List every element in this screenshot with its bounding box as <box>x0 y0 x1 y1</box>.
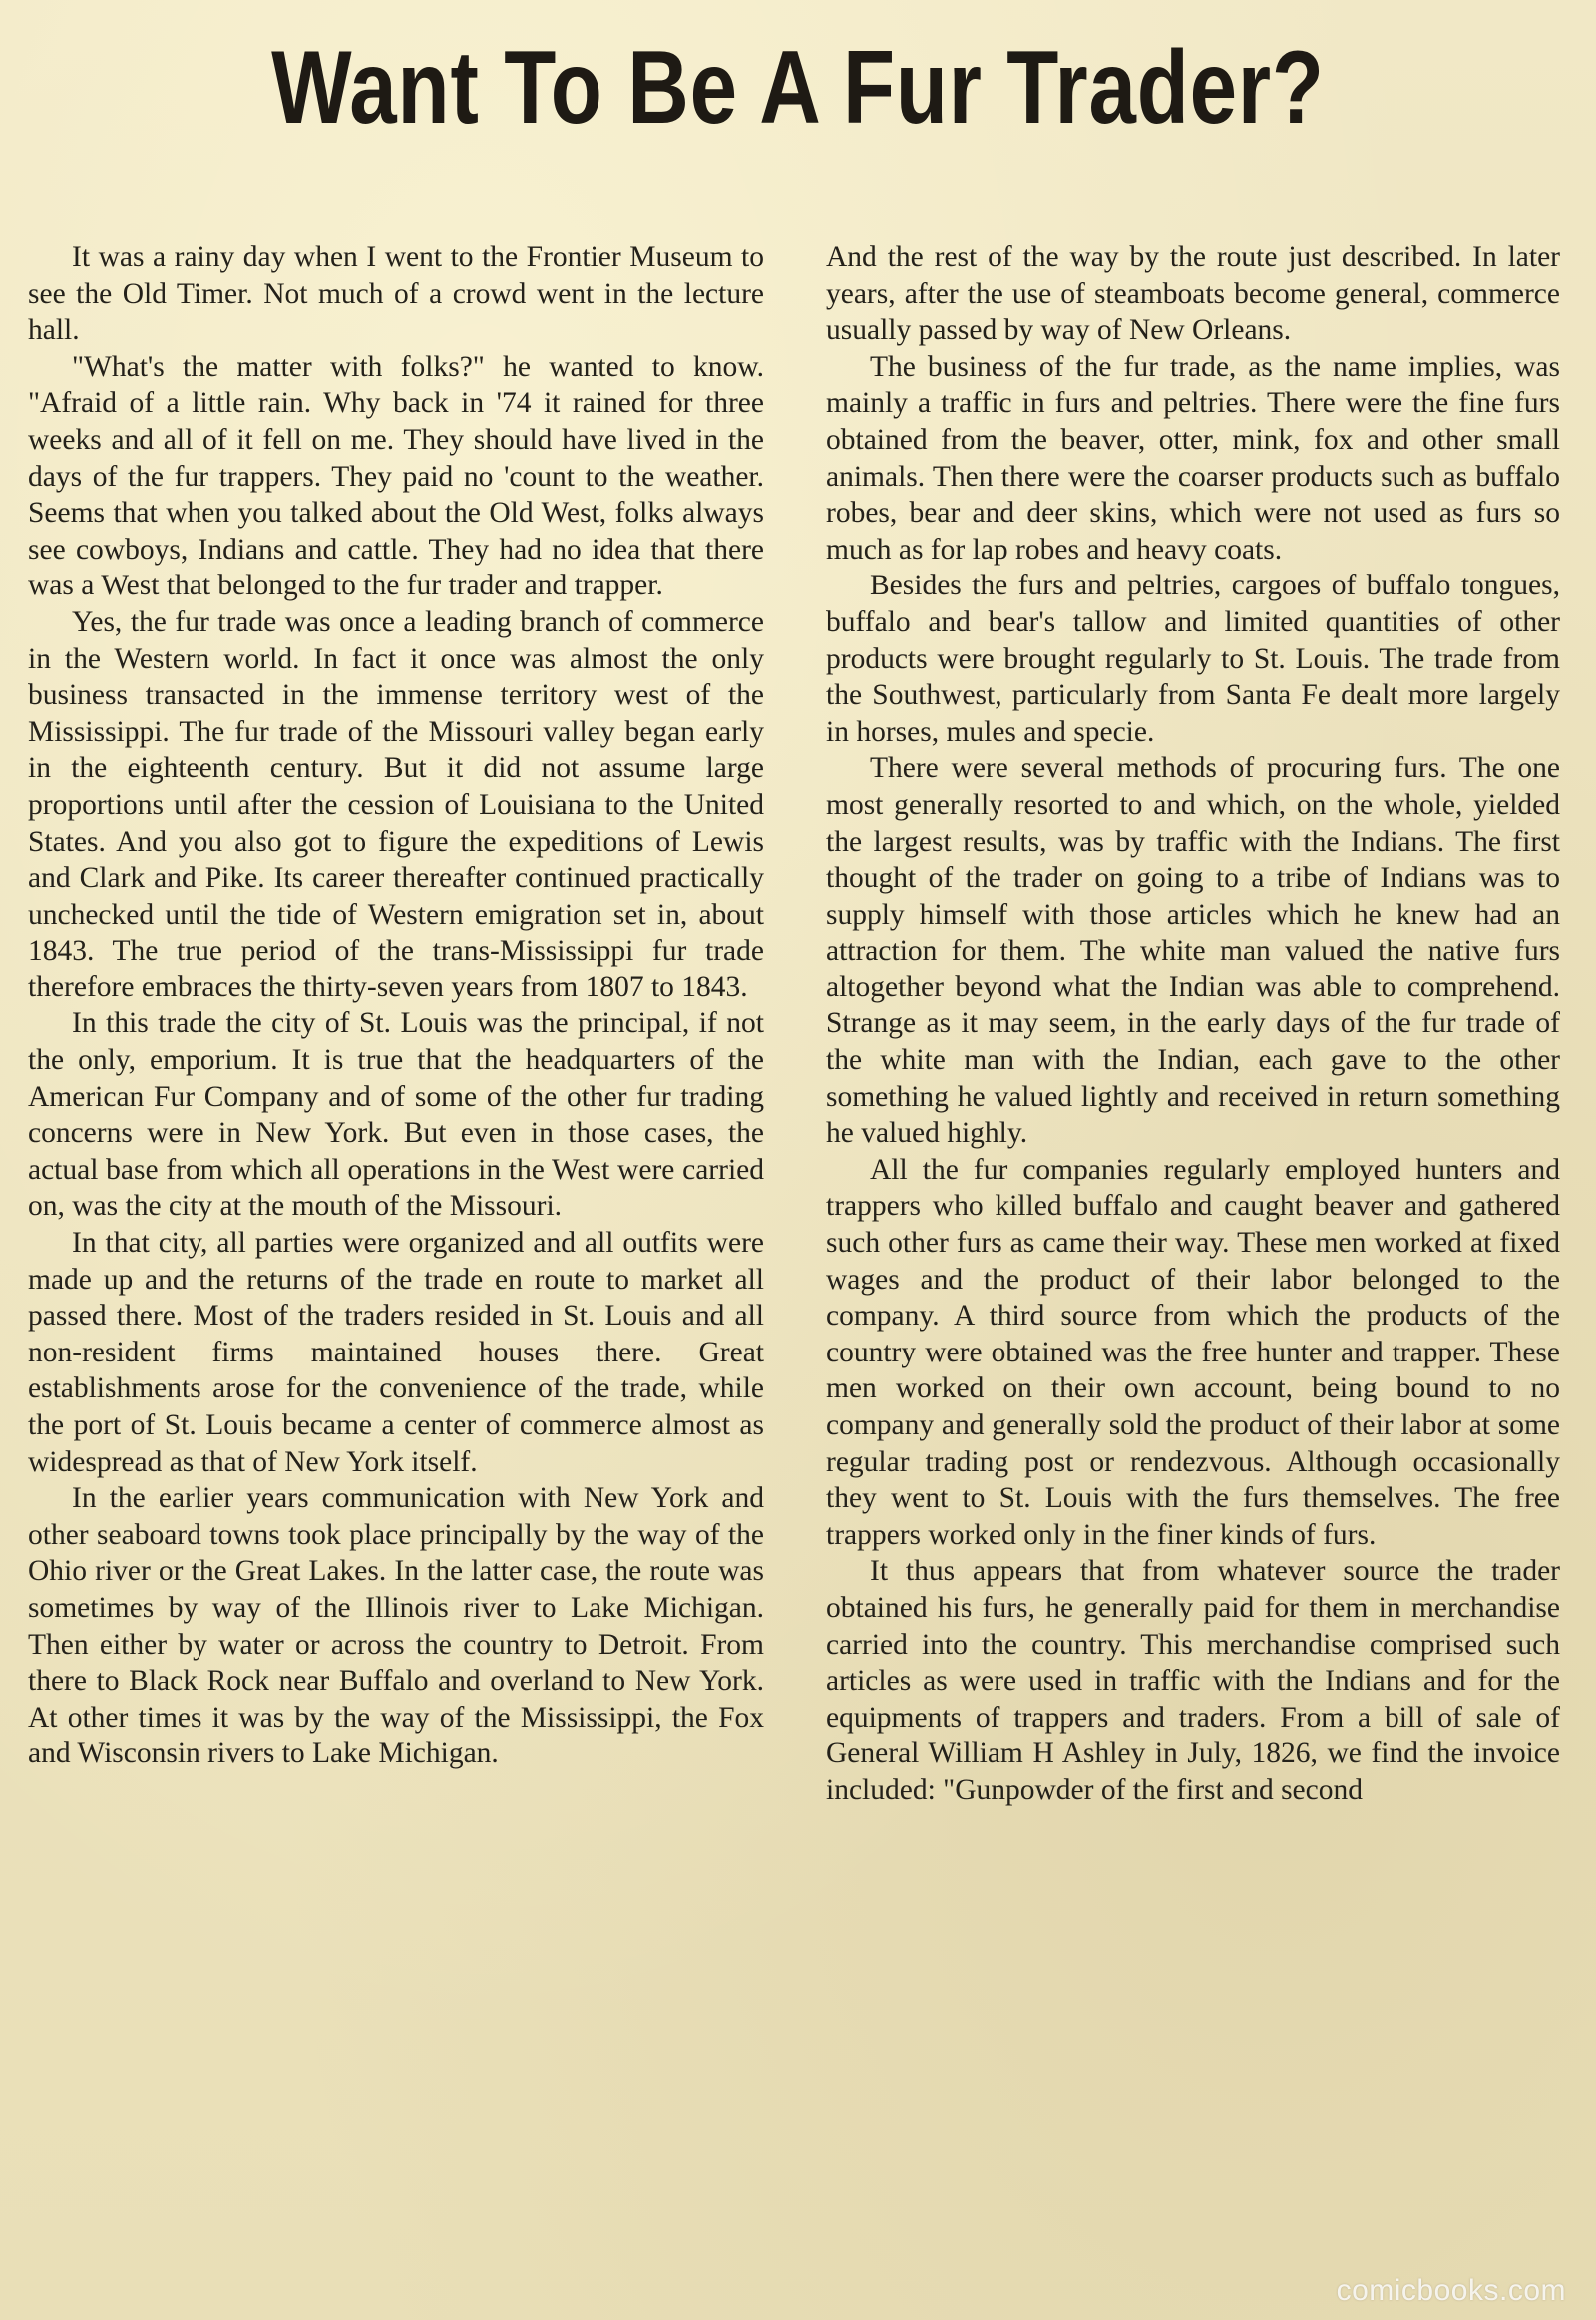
right-column <box>826 239 1560 1809</box>
paragraph: In that city, all parties were organized and all outfits were made up and the returns of the trade en route to market all passed there. Most of the traders resided in St. Louis and all non-resident firms maintained houses there. Great establishments arose for the convenience of the trade, while the port of St. Louis became a center of commerce almost as widespread as that of New York itself. <box>28 1227 764 1478</box>
continued-paragraph: And the rest of the way by the route just described. In later years, after the use of steamboats become general, commerce usually passed by way of New Orleans. <box>826 241 1560 347</box>
article-title: Want To Be A Fur Trader? <box>271 30 1325 146</box>
left-column <box>28 239 764 1772</box>
paragraph: It thus appears that from whatever source the trader obtained his furs, he generally paid for them in merchandise carried into the country. This merchandise comprised such articles as were used in traffic with the Indians and for the equipments of trappers and traders. From a bill of sale of General William H Ashley in July, 1826, we find the invoice included: "Gunpowder of the first and second <box>826 1555 1560 1806</box>
paragraph: Yes, the fur trade was once a leading branch of commerce in the Western world. In fact it once was almost the only business transacted in the immense territory west of the Mississippi. The fur trade of the Missouri valley began early in the eighteenth century. But it did not assume large proportions until after the cession of Louisiana to the United States. And you also got to figure the expeditions of Lewis and Clark and Pike. Its career thereafter continued practically unchecked until the tide of Western emigration set in, about 1843. The true period of the trans-Mississippi fur trade therefore embraces the thirty-seven years from 1807 to 1843. <box>28 605 764 1003</box>
paragraph: In the earlier years communication with New York and other seaboard towns took place principally by the way of the Ohio river or the Great Lakes. In the latter case, the route was sometimes by way of the Illinois river to Lake Michigan. Then either by water or across the country to Detroit. From there to Black Rock near Buffalo and overland to New York. At other times it was by the way of the Mississippi, the Fox and Wisconsin rivers to Lake Michigan. <box>28 1482 764 1770</box>
paragraph: Besides the furs and peltries, cargoes of buffalo tongues, buffalo and bear's tallow and limited quantities of other products were brought regularly to St. Louis. The trade from the Southwest, particularly from Santa Fe dealt more largely in horses, mules and specie. <box>826 570 1560 748</box>
paragraph: "What's the matter with folks?" he wanted to know. "Afraid of a little rain. Why back in '74 it rained for three weeks and all of it fell on me. They should have lived in the days of the fur trappers. They paid no 'count to the weather. Seems that when you talked about the Old West, folks always see cowboys, Indians and cattle. They had no idea that there was a West that belonged to the fur trader and trapper. <box>28 350 764 602</box>
paragraph: There were several methods of procuring furs. The one most generally resorted to and which, on the whole, yielded the largest results, was by traffic with the Indians. The first thought of the trader on going to a tribe of Indians was to supply himself with those articles which he knew had an attraction for them. The white man valued the native furs altogether beyond what the Indian was able to comprehend. Strange as it may seem, in the early days of the fur trade of the white man with the Indian, each gave to the other something he valued lightly and received in return something he valued highly. <box>826 752 1560 1150</box>
paragraph: The business of the fur trade, as the name implies, was mainly a traffic in furs and peltries. There were the fine furs obtained from the beaver, otter, mink, fox and other small animals. Then there were the coarser products such as buffalo robes, bear and deer skins, which were not used as furs so much as for lap robes and heavy coats. <box>826 350 1560 566</box>
paragraph: It was a rainy day when I went to the Frontier Museum to see the Old Timer. Not much of a crowd went in the lecture hall. <box>28 241 764 347</box>
paragraph: All the fur companies regularly employed hunters and trappers who killed buffalo and caught beaver and gathered such other furs as came their way. These men worked at fixed wages and the product of their labor belonged to the company. A third source from which the products of the country were obtained was the free hunter and trapper. These men worked on their own account, being bound to no company and generally sold the product of their labor at some regular trading post or rendezvous. Although occasionally they went to St. Louis with the furs themselves. The free trappers worked only in the finer kinds of furs. <box>826 1153 1560 1551</box>
paragraph: In this trade the city of St. Louis was the principal, if not the only, emporium. It is true that the headquarters of the American Fur Company and of some of the other fur trading concerns were in New York. But even in those cases, the actual base from which all operations in the West were carried on, was the city at the mouth of the Missouri. <box>28 1007 764 1223</box>
site-watermark: comicbooks.com <box>1336 2274 1566 2307</box>
